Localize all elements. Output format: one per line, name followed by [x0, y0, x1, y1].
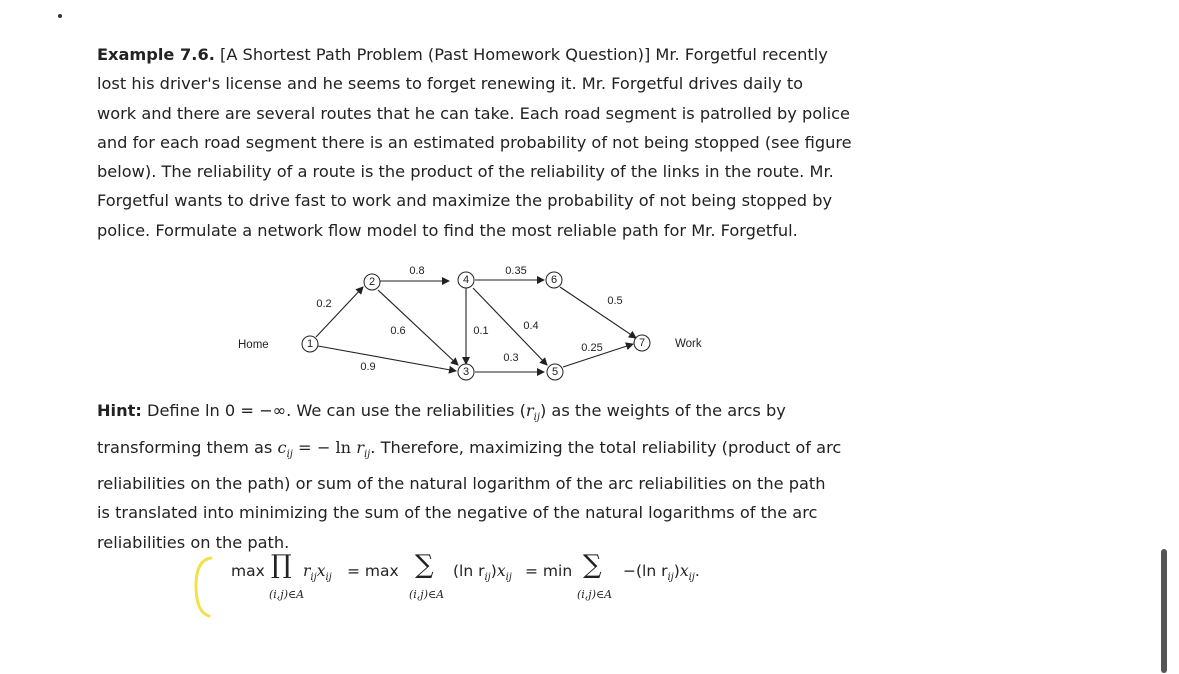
hint-text: transforming them as [97, 437, 278, 457]
arc-label: 0.8 [409, 265, 425, 277]
arc-label: 0.3 [503, 352, 519, 364]
example-line: below). The reliability of a route is the product of the reliability of the links in the route. Mr. [97, 162, 834, 182]
arc-label: 0.25 [581, 342, 603, 354]
node-label: 1 [306, 338, 314, 350]
example-heading: Example 7.6. [97, 45, 215, 64]
arc-6-7 [560, 287, 636, 338]
network-diagram [225, 258, 715, 388]
hint-text: . Therefore, maximizing the total reliability (product of arc [370, 437, 842, 457]
hint-label: Hint: [97, 401, 142, 420]
example-line-1: [A Shortest Path Problem (Past Homework Question)] Mr. Forgetful recently [214, 45, 828, 64]
highlight-bracket [185, 550, 225, 620]
objective-formula: max ∏ $r_{ij}x_{ij}$ = max ∑ (ln $r_{ij})x_{ij}$ = min ∑ −(ln $r_{ij})x_{ij}$. (i,j)∈A (i,j)∈A (i,j)∈A [185, 550, 785, 620]
example-paragraph [97, 40, 857, 245]
hint-paragraph: Hint: Define ln 0 = −∞. We can use the reliabilities $(r_{ij})$ as the weights of the arcs by transforming them as $c_{ij}$ = − $\ln r_{ij}$. Therefore, maximizing the total reliability (product of arc reliabilities on the path) or sum of the natural logarithm of the arc reliabilities on the path is translated into minimizing the sum of the negative of the natural logarithms of the arc reliabilities on the path. [97, 396, 857, 557]
arc-label: 0.6 [390, 325, 406, 337]
work-label: Work [675, 338, 702, 350]
example-line: work and there are several routes that he can take. Each road segment is patrolled by police [97, 103, 851, 123]
node-label: 6 [550, 274, 558, 286]
example-line: lost his driver's license and he seems to forget renewing it. Mr. Forgetful drives daily to [97, 74, 804, 94]
arc-label: 0.5 [607, 295, 623, 307]
example-line: and for each road segment there is an estimated probability of not being stopped (see figure [97, 132, 852, 152]
hint-line: reliabilities on the path) or sum of the natural logarithm of the arc reliabilities on the path [97, 474, 826, 494]
arc-label: 0.4 [523, 320, 539, 332]
node-label: 4 [462, 274, 470, 286]
arc-label: 0.35 [505, 265, 527, 277]
node-label: 3 [462, 366, 470, 378]
hint-text: ) as the weights of the arcs by [539, 401, 786, 420]
arc-label: 0.9 [360, 361, 376, 373]
node-label: 5 [551, 366, 559, 378]
hint-text: Define ln 0 = −∞. We can use the reliabilities ( [141, 401, 526, 420]
example-line: police. Formulate a network flow model to find the most reliable path for Mr. Forgetful. [97, 220, 798, 240]
arc-label: 0.2 [316, 298, 332, 310]
hint-line: is translated into minimizing the sum of the negative of the natural logarithms of the arc [97, 503, 818, 523]
example-line: Forgetful wants to drive fast to work and maximize the probability of not being stopped by [97, 191, 833, 211]
arc-1-2 [316, 287, 363, 337]
hint-line: reliabilities on the path. [97, 532, 290, 552]
scrollbar[interactable] [1161, 549, 1167, 673]
home-label: Home [238, 339, 269, 351]
node-label: 7 [638, 337, 646, 349]
arc-1-3 [318, 346, 456, 371]
node-label: 2 [368, 276, 376, 288]
arc-label: 0.1 [473, 325, 489, 337]
bullet-dot [58, 14, 62, 18]
